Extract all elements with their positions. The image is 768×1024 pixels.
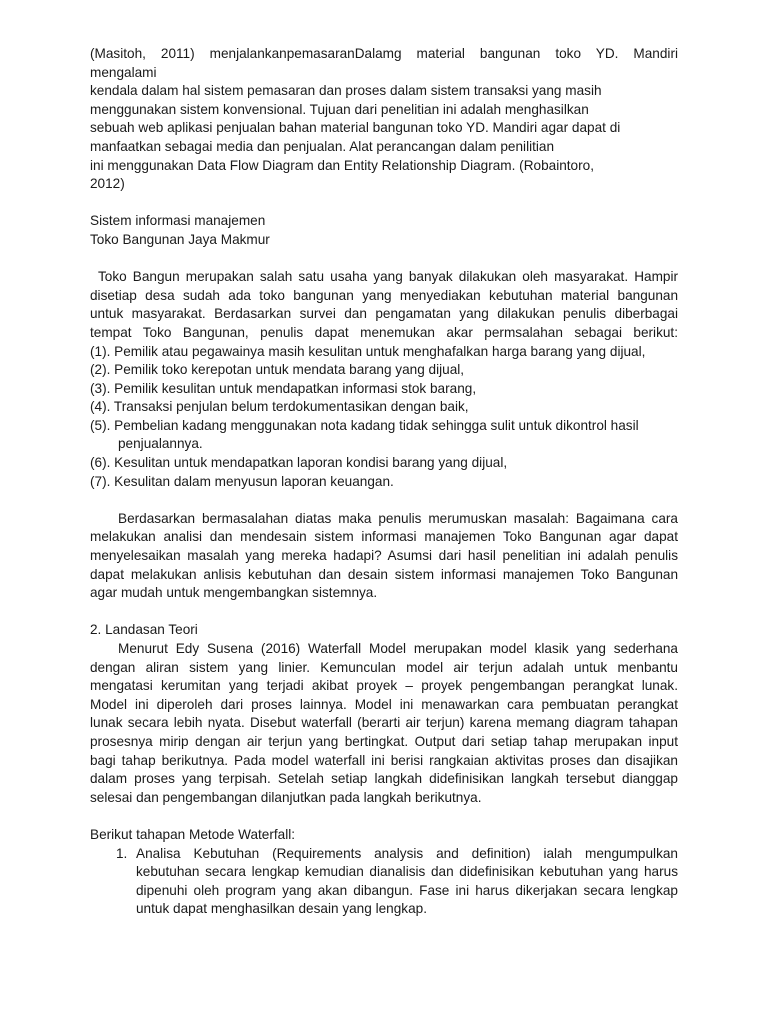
text-line: dipenuhi oleh program yang akan dibangun. Fase ini harus dikerjakan secara lengkap	[136, 882, 678, 898]
text-line: Toko Bangun merupakan salah satu usaha yang banyak dilakukan oleh masyarakat. Hampir	[98, 269, 678, 285]
text-line: kendala dalam hal sistem pemasaran dan proses dalam sistem transaksi yang masih	[90, 83, 602, 99]
landasan-section	[90, 621, 678, 807]
text-line: untuk masyarakat. Berdasarkan survei dan pengamatan yang dilakukan penulis diberbagai	[90, 306, 678, 322]
step-text	[136, 845, 678, 919]
section-title: Berikut tahapan Metode Waterfall:	[90, 826, 296, 842]
list-item: (1). Pemilik atau pegawainya masih kesulitan untuk menghafalkan harga barang yang dijual,	[90, 343, 646, 359]
text-line: manfaatkan sebagai media dan penjualan. Alat perancangan dalam penilitian	[90, 138, 555, 154]
list-item-continuation: penjualannya.	[118, 436, 203, 452]
text-line: ini menggunakan Data Flow Diagram dan Entity Relationship Diagram. (Robaintoro,	[90, 157, 594, 173]
masalah-paragraph	[90, 510, 678, 603]
text-line: (Masitoh, 2011) menjalankanpemasaranDalamg material bangunan toko YD. Mandiri	[90, 46, 678, 61]
problem-list	[90, 343, 678, 492]
text-line: melakukan analisi dan mendesain sistem informasi manajemen Toko Bangunan agar dapat	[90, 529, 678, 545]
heading-line: Sistem informasi manajemen	[90, 213, 266, 229]
text-line: agar mudah untuk mengembangkan sistemnya.	[90, 585, 378, 601]
text-line: lunak secara lebih nyata. Disebut waterfall (berarti air terjun) karena memang diagram tahapan	[90, 715, 678, 731]
section-heading	[90, 212, 678, 249]
document-body	[90, 45, 678, 919]
text-line: untuk dapat menghasilkan desain yang lengkap.	[136, 901, 427, 917]
text-line: selesai dan pengembangan dilanjutkan pada langkah berikutnya.	[90, 789, 482, 805]
list-item: (5). Pembelian kadang menggunakan nota kadang tidak sehingga sulit untuk dikontrol hasil	[90, 417, 639, 433]
list-item: (4). Transaksi penjulan belum terdokumentasikan dengan baik,	[90, 399, 469, 415]
text-line: Model ini diperoleh dari proses lainnya. Model ini menawarkan cara pembuatan perangkat	[90, 696, 678, 712]
text-line: dalam proses yang terpisah. Setelah setiap langkah didefinisikan langkah tersebut dianggap	[90, 771, 678, 787]
list-item: (6). Kesulitan untuk mendapatkan laporan kondisi barang yang dijual,	[90, 455, 508, 471]
list-item: (7). Kesulitan dalam menyusun laporan keuangan.	[90, 473, 394, 489]
waterfall-section	[90, 826, 678, 919]
text-line: Menurut Edy Susena (2016) Waterfall Model merupakan model klasik yang sederhana	[118, 641, 678, 656]
text-line: disetiap desa sudah ada toko bangunan yang menyediakan kebutuhan material bangunan	[90, 287, 678, 303]
toko-paragraph	[90, 268, 678, 342]
text-line: dapat melakukan anlisis kebutuhan dan desain sistem informasi manajemen Toko Bangunan	[90, 566, 678, 582]
text-line: prosesnya mirip dengan air terjun yang bertingkat. Output dari setiap tahap merupakan input	[90, 733, 678, 749]
text-line: mengalami	[90, 64, 157, 80]
text-line: menyelesaikan masalah yang mereka hadapi? Asumsi dari hasil penelitian ini adalah penulis	[90, 548, 678, 564]
intro-paragraph	[90, 45, 678, 194]
text-line: sebuah web aplikasi penjualan bahan material bangunan toko YD. Mandiri agar dapat di	[90, 120, 621, 136]
text-line: mengatasi kerumitan yang terjadi akibat proyek – proyek pengembangan perangkat lunak.	[90, 678, 678, 694]
heading-line: Toko Bangunan Jaya Makmur	[90, 231, 270, 247]
step-number: 1.	[116, 845, 128, 861]
text-line: bagi tahap berikutnya. Pada model waterfall ini berisi rangkaian aktivitas proses dan disajikan	[90, 752, 678, 768]
text-line: dengan aliran sistem yang linier. Kemunculan model air terjun adalah untuk menbantu	[90, 659, 678, 675]
text-line: kebutuhan secara lengkap kemudian dianalisis dan didefinisikan kebutuhan yang harus	[136, 864, 678, 880]
text-line: 2012)	[90, 176, 125, 192]
text-line: menggunakan sistem konvensional. Tujuan dari penelitian ini adalah menghasilkan	[90, 101, 589, 117]
section-title: 2. Landasan Teori	[90, 622, 198, 638]
waterfall-step	[90, 845, 678, 919]
list-item: (3). Pemilik kesulitan untuk mendapatkan informasi stok barang,	[90, 380, 477, 396]
text-line: Analisa Kebutuhan (Requirements analysis and definition) ialah mengumpulkan	[136, 845, 678, 861]
text-line: Berdasarkan bermasalahan diatas maka penulis merumuskan masalah: Bagaimana cara	[118, 510, 678, 526]
text-line: tempat Toko Bangunan, penulis dapat menemukan akar permsalahan sebagai berikut:	[90, 324, 678, 340]
list-item: (2). Pemilik toko kerepotan untuk mendata barang yang dijual,	[90, 362, 465, 378]
